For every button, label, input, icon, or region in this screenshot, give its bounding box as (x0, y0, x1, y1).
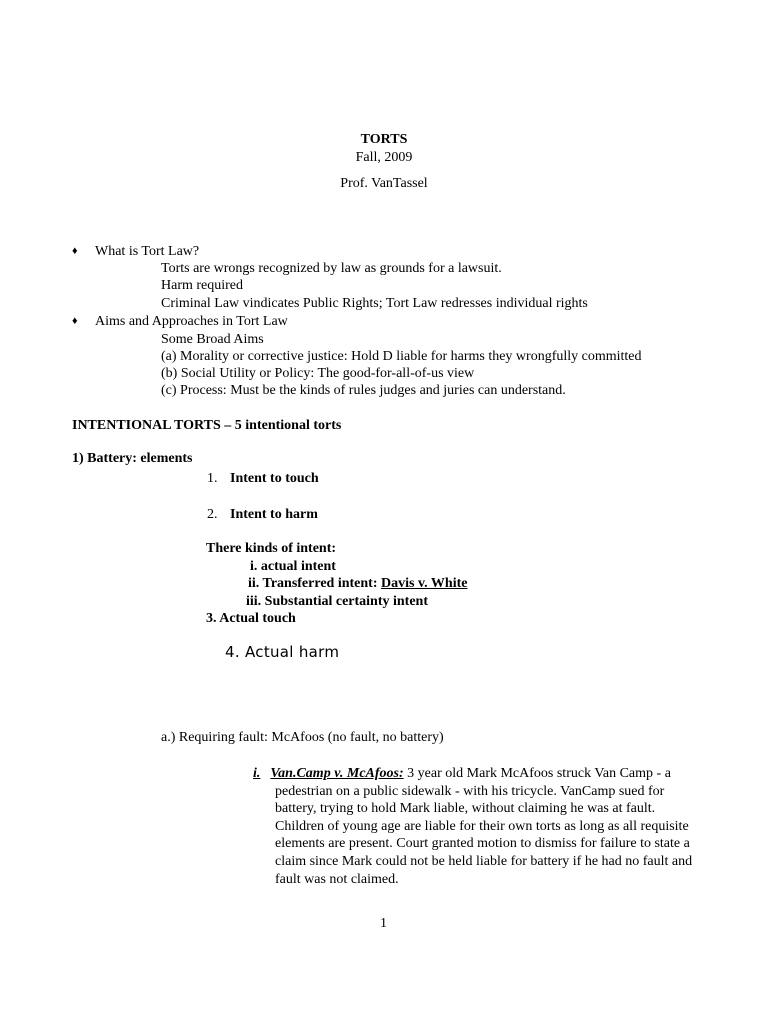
diamond-bullet-icon: ♦ (72, 315, 78, 327)
intent-kind-substantial-certainty: iii. Substantial certainty intent (246, 594, 429, 609)
diamond-bullet-icon: ♦ (72, 245, 78, 257)
battery-element-intent-to-harm: Intent to harm (230, 507, 318, 522)
aims-item: (c) Process: Must be the kinds of rules judges and juries can understand. (161, 383, 566, 398)
element-number: 2. (207, 507, 218, 522)
battery-element-actual-touch: 3. Actual touch (206, 611, 296, 626)
document-professor: Prof. VanTassel (340, 176, 428, 191)
case-summary-van-camp (253, 765, 695, 888)
fault-line: a.) Requiring fault: McAfoos (no fault, no battery) (161, 730, 444, 745)
case-citation-davis-v-white: Davis v. White (381, 576, 468, 591)
intent-kind-transferred-label: ii. Transferred intent: (248, 576, 381, 591)
case-body: 3 year old Mark McAfoos struck Van Camp - a pedestrian on a public sidewalk - with his tricycle. VanCamp sued for battery, trying to hold Mark liable, without claiming he was at fault. Children of young age are liable for their own torts as long as all requisite elements are present. Court granted motion to dismiss for failure to state a claim since Mark could not be held liable for battery if he had no fault and fault was not claimed. (275, 766, 693, 887)
case-number: i. (253, 766, 261, 781)
aims-item: (b) Social Utility or Policy: The good-for-all-of-us view (161, 366, 475, 381)
battery-element-intent-to-touch: Intent to touch (230, 471, 319, 486)
intent-kind-transferred (248, 575, 467, 592)
aims-item: (a) Morality or corrective justice: Hold D liable for harms they wrongfully committed (161, 349, 642, 364)
case-title: Van.Camp v. McAfoos: (270, 766, 404, 781)
section-heading-intentional-torts: INTENTIONAL TORTS – 5 intentional torts (72, 418, 342, 433)
what-is-line: Criminal Law vindicates Public Rights; Tort Law redresses individual rights (161, 296, 588, 311)
page-number: 1 (380, 916, 387, 931)
bullet-heading-aims: Aims and Approaches in Tort Law (95, 314, 288, 329)
battery-heading: 1) Battery: elements (72, 451, 193, 466)
aims-subheading: Some Broad Aims (161, 332, 264, 347)
intent-kind-actual: i. actual intent (250, 559, 336, 574)
what-is-line: Torts are wrongs recognized by law as grounds for a lawsuit. (161, 261, 502, 276)
what-is-line: Harm required (161, 278, 244, 293)
case-heading (253, 766, 404, 781)
intent-kinds-heading: There kinds of intent: (206, 541, 337, 556)
element-number: 1. (207, 471, 218, 486)
battery-element-actual-harm: 4. Actual harm (225, 643, 340, 661)
document-term: Fall, 2009 (355, 150, 413, 165)
document-title: TORTS (360, 132, 408, 147)
bullet-heading-what-is: What is Tort Law? (95, 244, 200, 259)
